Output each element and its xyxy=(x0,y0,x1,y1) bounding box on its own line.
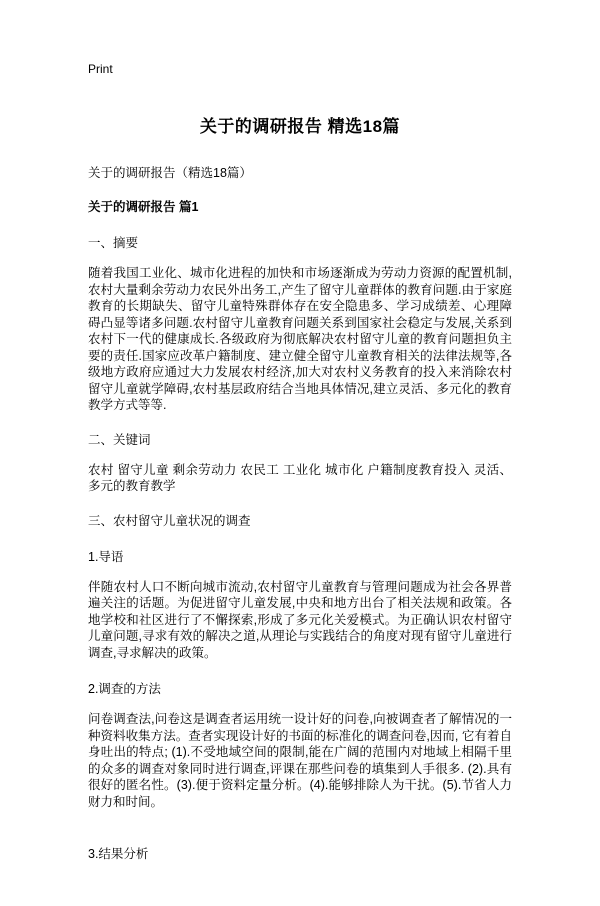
subheading-intro: 1.导语 xyxy=(88,549,124,564)
paragraph-intro: 伴随农村人口不断向城市流动,农村留守儿童教育与管理问题成为社会各界普遍关注的话题。为促进留守儿童发展,中央和地方出台了相关法规和政策。各地学校和社区进行了不懈探索,形成了多元化关爱模式。为正确认识农村留守儿童问题,寻求有效的解决之道,从理论与实践结合的角度对现有留守儿童进行调查,寻求解决的政策。 xyxy=(88,579,512,660)
paragraph-method: 问卷调查法,问卷这是调查者运用统一设计好的问卷,向被调查者了解情况的一种资料收集方法。查者实现设计好的书面的标准化的调查问卷,因而, 它有着自身吐出的特点; (1).不受地域空间的限制,能在广阔的范围内对地域上相隔千里的众多的调查对象同时进行调查,评课在那些问卷的填集到人手很多. (2).具有很好的匿名性。(3).便于资料定量分析。(4).能够排除人为干扰。(5).节省人力财力和时间。 xyxy=(88,712,512,809)
section-heading-abstract: 一、摘要 xyxy=(88,236,139,250)
subheading-results: 3.结果分析 xyxy=(88,847,149,861)
article-heading: 关于的调研报告 篇1 xyxy=(88,200,199,214)
subheading-method: 2.调查的方法 xyxy=(88,682,161,696)
paragraph-abstract: 随着我国工业化、城市化进程的加快和市场逐渐成为劳动力资源的配置机制,农村大量剩余劳动力农民外出务工,产生了留守儿童群体的教育问题.由于家庭教育的长期缺失、留守儿童特殊群体存在安全隐患多、学习成绩差、心理障碍凸显等诸多问题.农村留守儿童教育问题关系到国家社会稳定与发展,关系到农村下一代的健康成长.各级政府为彻底解决农村留守儿童的教育问题担负主要的责任.国家应改革户籍制度、建立健全留守儿童教育相关的法律法规等,各级地方政府应通过大力发展农村经济,加大对农村义务教育的投入来消除农村留守儿童就学障碍,农村基层政府结合当地具体情况,建立灵活、多元化的教育教学方式等等. xyxy=(88,266,512,412)
section-heading-keywords: 二、关键词 xyxy=(88,432,151,447)
paragraph-keywords: 农村 留守儿童 剩余劳动力 农民工 工业化 城市化 户籍制度教育投入 灵活、多元的教育教学 xyxy=(88,462,512,493)
print-button[interactable]: Print xyxy=(88,62,113,76)
document-title: 关于的调研报告 精选18篇 xyxy=(199,117,401,136)
document-subtitle: 关于的调研报告（精选18篇） xyxy=(88,166,252,180)
section-heading-survey: 三、农村留守儿童状况的调查 xyxy=(88,513,251,528)
